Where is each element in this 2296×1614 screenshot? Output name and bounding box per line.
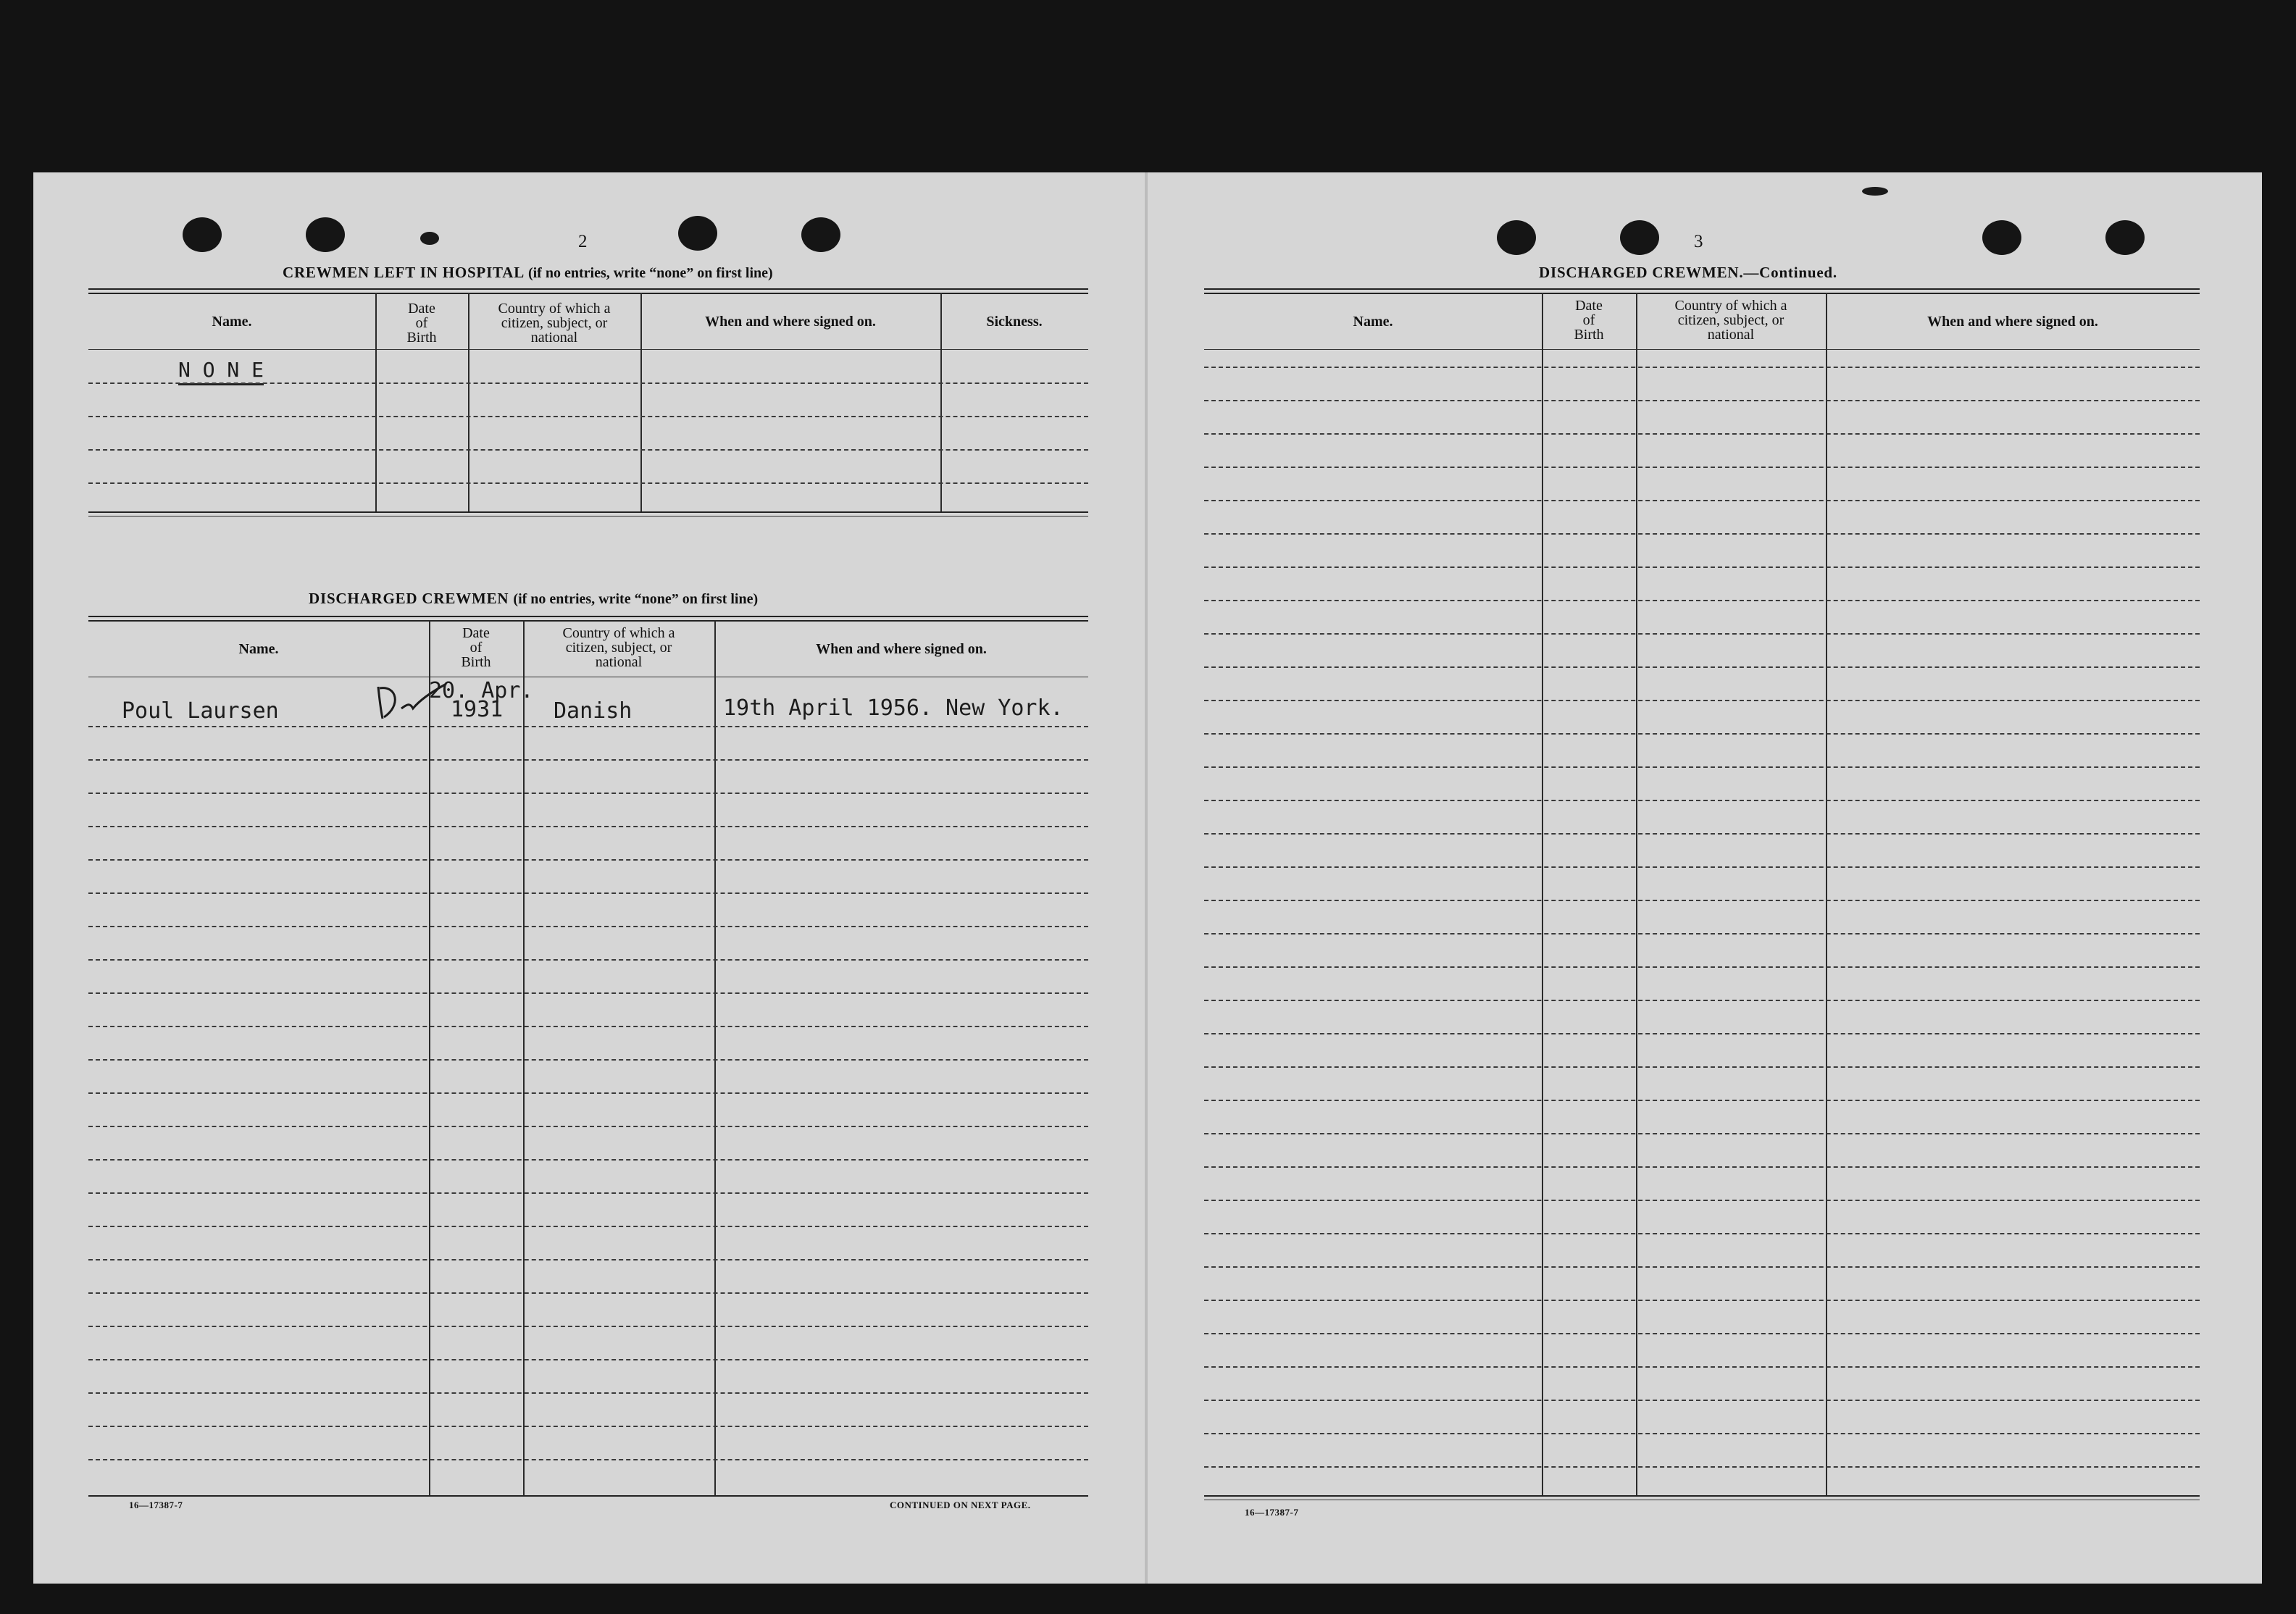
ruled-line	[1204, 1066, 2200, 1068]
hospital-entry-none: N O N E	[178, 358, 264, 385]
header-name: Name.	[212, 314, 252, 330]
punch-hole	[1620, 220, 1659, 255]
ruled-line	[88, 726, 1088, 727]
ruled-line	[88, 859, 1088, 861]
header-dob-line: of	[469, 640, 483, 656]
hospital-section-title	[283, 264, 773, 282]
header-dob-line: Birth	[406, 330, 437, 346]
ruled-line	[88, 759, 1088, 761]
header-name: Name.	[1353, 314, 1393, 330]
crewman-country: Danish	[554, 698, 633, 724]
form-number: 16—17387-7	[1245, 1507, 1299, 1518]
ruled-line	[1204, 933, 2200, 934]
ruled-line	[1204, 1300, 2200, 1301]
header-signed-on: When and where signed on.	[1927, 314, 2098, 330]
discharged-continued-table	[1204, 288, 2200, 1505]
header-country	[1636, 298, 1826, 342]
ruled-line	[1204, 533, 2200, 535]
crewman-dob-day-month: 20. Apr.	[429, 678, 534, 703]
header-country-line: Country of which a	[498, 301, 611, 317]
punch-hole	[1982, 220, 2021, 255]
right-section-title: DISCHARGED CREWMEN.—Continued.	[1539, 264, 1837, 281]
ruled-line	[1204, 467, 2200, 468]
crewman-dob-year: 1931	[451, 697, 504, 722]
ruled-line	[88, 826, 1088, 827]
header-dob-line: Birth	[1574, 327, 1604, 343]
ruled-line	[1204, 733, 2200, 735]
ruled-line	[88, 1326, 1088, 1327]
page-fold	[1145, 172, 1148, 1584]
punch-hole	[1497, 220, 1536, 255]
ruled-line	[1204, 566, 2200, 568]
header-country-line: national	[1707, 327, 1755, 343]
header-dob-line: Birth	[461, 654, 491, 670]
ruled-line	[1204, 1033, 2200, 1034]
ruled-line	[88, 1026, 1088, 1027]
document-sheet	[33, 172, 2262, 1584]
ruled-line	[88, 1226, 1088, 1227]
discharged-instruction-text: (if no entries, write “none” on first line)	[513, 591, 759, 607]
form-number: 16—17387-7	[129, 1500, 183, 1510]
ruled-line	[1204, 633, 2200, 635]
header-country-line: national	[595, 654, 643, 670]
ruled-line	[88, 1359, 1088, 1360]
ruled-line	[88, 1259, 1088, 1260]
discharged-table	[88, 616, 1088, 1507]
hospital-title-text: CREWMEN LEFT IN HOSPITAL	[283, 264, 524, 281]
header-country-line: Country of which a	[562, 625, 675, 641]
punch-hole	[2105, 220, 2145, 255]
continued-note: CONTINUED ON NEXT PAGE.	[890, 1500, 1031, 1510]
header-country-line: Country of which a	[1674, 298, 1787, 314]
ruled-line	[1204, 367, 2200, 368]
ruled-line	[88, 1192, 1088, 1194]
header-dob	[1542, 298, 1636, 342]
ruled-line	[1204, 400, 2200, 401]
ruled-line	[1204, 600, 2200, 601]
header-signed-on: When and where signed on.	[816, 641, 987, 657]
discharged-section-title	[309, 590, 758, 608]
ruled-line	[1204, 1166, 2200, 1168]
header-country-line: citizen, subject, or	[565, 640, 672, 656]
ruled-line	[88, 1459, 1088, 1460]
header-country	[523, 626, 714, 669]
header-name: Name.	[238, 641, 279, 657]
header-signed-on: When and where signed on.	[705, 314, 876, 330]
ruled-line	[88, 892, 1088, 894]
ruled-line	[88, 1159, 1088, 1161]
header-dob-line: Date	[408, 301, 435, 317]
header-dob	[375, 301, 468, 345]
ruled-line	[1204, 833, 2200, 835]
ruled-line	[1204, 1100, 2200, 1101]
header-dob-line: of	[415, 315, 428, 331]
ink-smudge	[420, 232, 439, 245]
ruled-line	[1204, 966, 2200, 968]
ruled-line	[88, 926, 1088, 927]
punch-hole	[801, 217, 840, 252]
discharged-title-text: DISCHARGED CREWMEN	[309, 590, 509, 607]
ruled-line	[1204, 1200, 2200, 1201]
header-country	[468, 301, 640, 345]
ruled-line	[1204, 1000, 2200, 1001]
header-country-line: citizen, subject, or	[501, 315, 608, 331]
ink-smudge	[1862, 187, 1888, 196]
ruled-line	[88, 1092, 1088, 1094]
header-country-line: national	[530, 330, 578, 346]
ruled-line	[1204, 800, 2200, 801]
ruled-line	[88, 992, 1088, 994]
header-dob-line: Date	[462, 625, 490, 641]
header-dob	[429, 626, 523, 669]
ruled-line	[1204, 1433, 2200, 1434]
ruled-line	[88, 1392, 1088, 1394]
ruled-line	[88, 959, 1088, 961]
punch-hole	[678, 216, 717, 251]
hospital-table	[88, 288, 1088, 520]
crewman-signed-on: 19th April 1956. New York.	[723, 695, 1064, 721]
ruled-line	[88, 1426, 1088, 1427]
ruled-line	[1204, 1333, 2200, 1334]
ruled-line	[1204, 666, 2200, 668]
ruled-line	[1204, 433, 2200, 435]
ruled-line	[88, 793, 1088, 794]
punch-hole	[183, 217, 222, 252]
ruled-line	[1204, 1133, 2200, 1134]
ruled-line	[1204, 1366, 2200, 1368]
ruled-line	[1204, 1266, 2200, 1268]
ruled-line	[88, 1126, 1088, 1127]
ruled-line	[1204, 900, 2200, 901]
hospital-instruction-text: (if no entries, write “none” on first line)	[527, 265, 773, 281]
header-sickness: Sickness.	[986, 314, 1043, 330]
header-dob-line: of	[1582, 312, 1595, 328]
ruled-line	[88, 1059, 1088, 1061]
ruled-line	[1204, 766, 2200, 768]
ruled-line	[88, 1292, 1088, 1294]
ruled-line	[1204, 1233, 2200, 1234]
ruled-line	[1204, 500, 2200, 501]
header-country-line: citizen, subject, or	[1677, 312, 1784, 328]
ruled-line	[1204, 700, 2200, 701]
ruled-line	[1204, 866, 2200, 868]
page-number: 2	[578, 232, 588, 251]
ruled-line	[1204, 1466, 2200, 1468]
crewman-name: Poul Laursen	[122, 698, 279, 724]
header-dob-line: Date	[1575, 298, 1603, 314]
ruled-line	[1204, 1400, 2200, 1401]
punch-hole	[306, 217, 345, 252]
page-number: 3	[1694, 232, 1703, 251]
